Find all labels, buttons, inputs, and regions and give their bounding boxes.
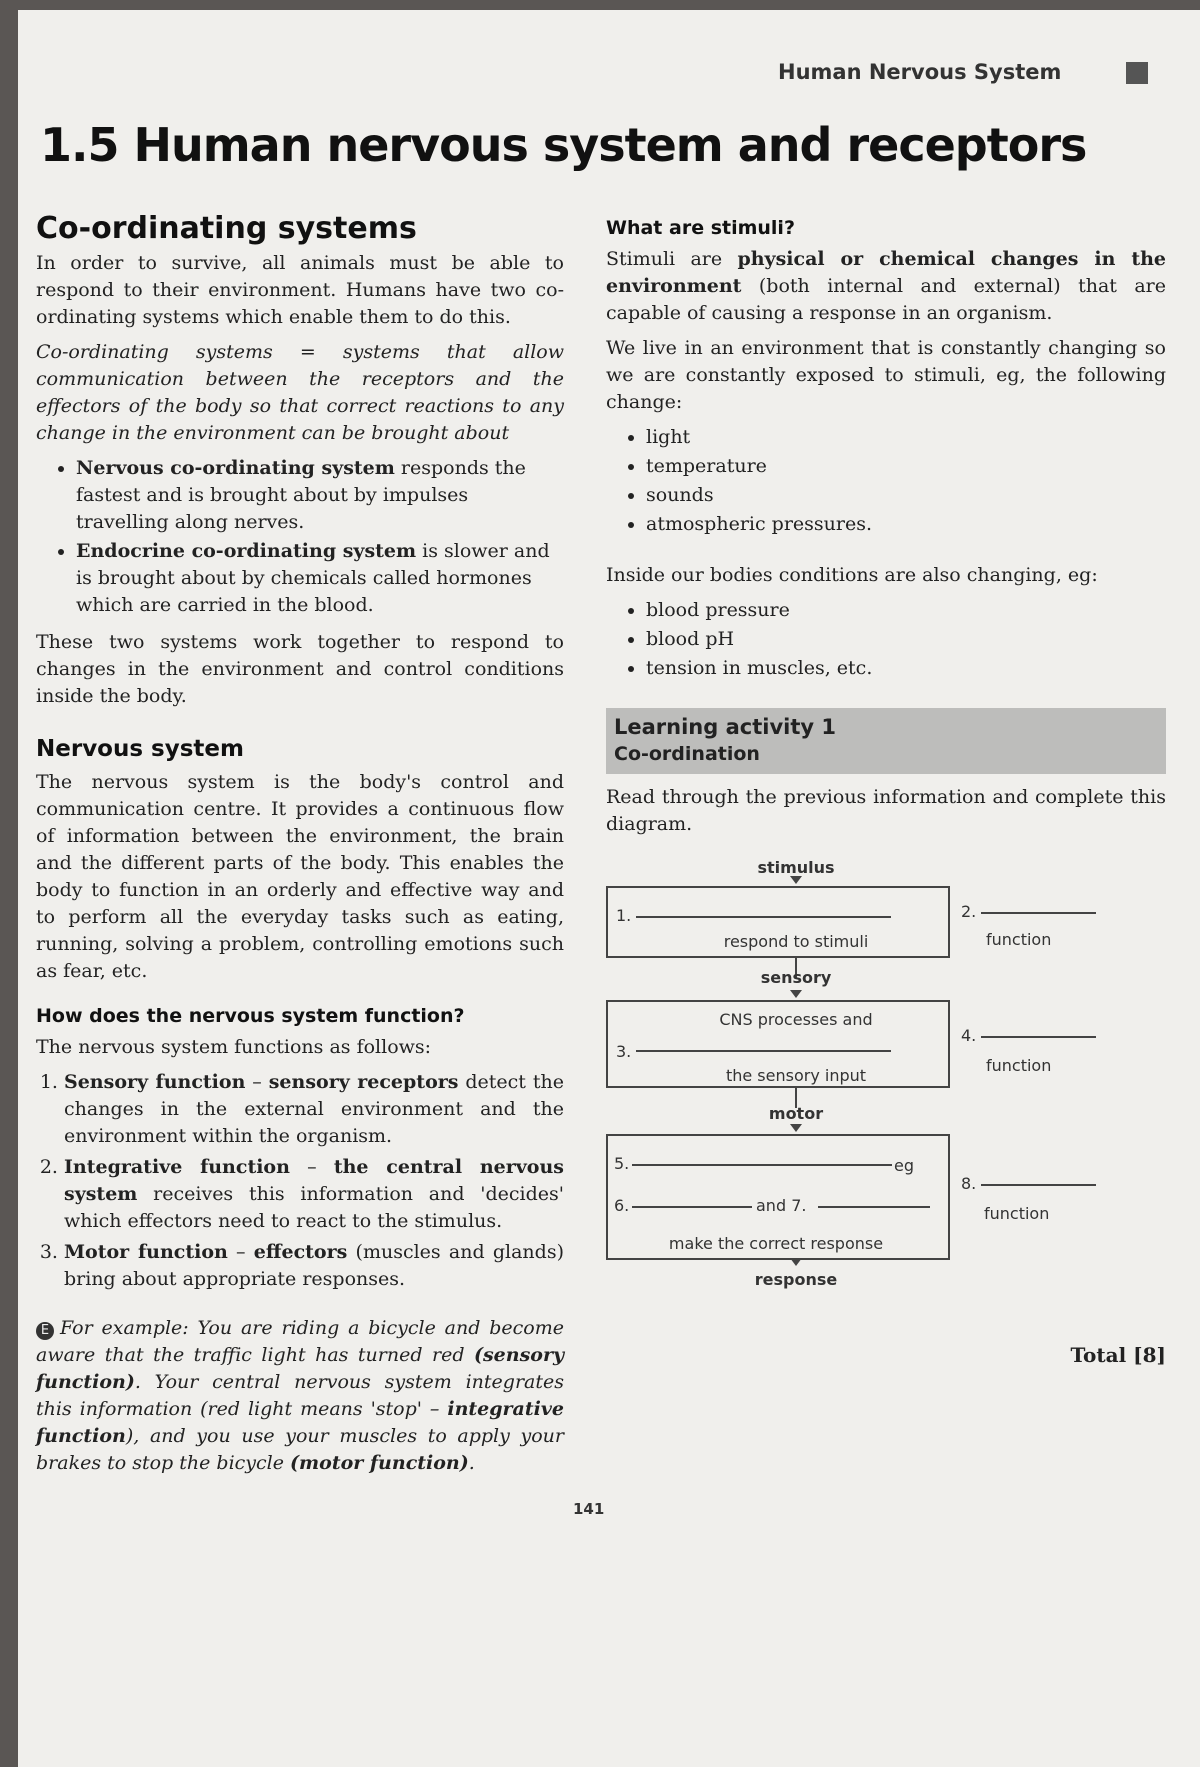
inside-paragraph: Inside our bodies conditions are also changing, eg: xyxy=(606,564,1098,586)
stimuli-paragraph: We live in an environment that is constantly changing so we are constantly exposed to stimuli, eg, the following change: xyxy=(606,337,1166,413)
list-item: • tension in muscles, etc. xyxy=(646,655,1166,682)
example-paragraph xyxy=(36,1315,564,1477)
list-item: • blood pressure xyxy=(646,597,1166,624)
example-bold: integrative function xyxy=(36,1398,564,1447)
stimuli-text: (both internal and external) that are capable of causing a response in an organism. xyxy=(606,275,1166,324)
make-response-label: make the correct response xyxy=(668,1234,884,1253)
blank-number-8: 8. xyxy=(961,1174,977,1193)
answer-blank-1[interactable] xyxy=(636,916,891,918)
arrow-down-icon xyxy=(790,990,802,998)
example-bold: (motor function) xyxy=(290,1452,469,1474)
answer-blank-6[interactable] xyxy=(632,1206,752,1208)
sensory-function-term: Sensory function xyxy=(64,1071,246,1093)
respond-label: respond to stimuli xyxy=(723,932,869,951)
function-label: function xyxy=(986,930,1052,949)
function-list xyxy=(36,1069,564,1293)
list-item: • light xyxy=(646,424,1166,451)
integrative-function-desc: receives this information and 'decides' which effectors need to react to the stimulus. xyxy=(64,1183,564,1232)
example-text: . Your central nervous system integrates this information (red light means 'stop' – xyxy=(36,1371,564,1420)
stimuli-text: Stimuli are xyxy=(606,248,738,270)
function-label: function xyxy=(986,1056,1052,1075)
running-header: Human Nervous System xyxy=(778,60,1062,84)
answer-blank-3[interactable] xyxy=(636,1050,891,1052)
arrow-down-icon xyxy=(790,876,802,884)
answer-blank-8[interactable] xyxy=(981,1184,1096,1186)
internal-stimuli-list xyxy=(606,597,1166,682)
list-item xyxy=(76,455,564,536)
sensory-receptors-term: sensory receptors xyxy=(268,1071,459,1093)
endocrine-desc: is slower and is brought about by chemicals called hormones which are carried in the blood. xyxy=(76,540,550,616)
sensory-function-desc: detect the changes in the external environment and the environment within the organism. xyxy=(64,1071,564,1147)
page-number: 141 xyxy=(573,1500,605,1518)
textbook-page xyxy=(18,10,1200,1767)
cns-label: CNS processes and xyxy=(719,1010,873,1029)
list-item: • blood pH xyxy=(646,626,1166,653)
list-item xyxy=(64,1239,564,1293)
total-marks: Total [8] xyxy=(1070,1343,1166,1367)
coordinating-list xyxy=(36,455,564,619)
example-text: For example: You are riding a bicycle and become aware that the traffic light has turned red xyxy=(36,1317,564,1366)
example-text: . xyxy=(468,1452,475,1474)
left-column xyxy=(36,211,564,1485)
effectors-term: effectors xyxy=(253,1241,348,1263)
coordination-diagram xyxy=(606,846,1166,1336)
answer-blank-2[interactable] xyxy=(981,912,1096,914)
list-item: • sounds xyxy=(646,482,1166,509)
motor-function-term: Motor function xyxy=(64,1241,228,1263)
sensory-input-label: the sensory input xyxy=(725,1066,867,1085)
blank-number-4: 4. xyxy=(961,1026,977,1045)
nervous-term: Nervous co-ordinating system xyxy=(76,457,395,479)
sensory-label: sensory xyxy=(760,968,832,987)
coordinating-intro: In order to survive, all animals must be able to respond to their environment. Humans have two co-ordinating systems which enable them to do this. xyxy=(36,252,564,328)
integrative-function-term: Integrative function xyxy=(64,1156,290,1178)
stimuli-definition xyxy=(606,246,1166,327)
nervous-system-heading: Nervous system xyxy=(36,736,244,762)
blank-number-5: 5. xyxy=(614,1154,630,1173)
header-marker xyxy=(1126,62,1148,84)
stimuli-bold: physical or chemical changes in the environment xyxy=(606,248,1166,297)
activity-title: Learning activity 1 xyxy=(614,715,836,739)
motor-label: motor xyxy=(768,1104,824,1123)
coordinating-summary: These two systems work together to respond to changes in the environment and control conditions inside the body. xyxy=(36,631,564,707)
activity-instruction: Read through the previous information and complete this diagram. xyxy=(606,786,1166,835)
coordinating-definition: Co-ordinating systems = systems that allow communication between the receptors and the effectors of the body so that correct reactions to any change in the environment can be brought about xyxy=(36,341,564,444)
answer-blank-4[interactable] xyxy=(981,1036,1096,1038)
example-bold: (sensory function) xyxy=(36,1344,564,1393)
page-title: 1.5 Human nervous system and receptors xyxy=(40,118,1087,172)
motor-function-desc: (muscles and glands) bring about appropriate responses. xyxy=(64,1241,564,1290)
dash: – xyxy=(289,1156,334,1178)
external-stimuli-list xyxy=(606,424,1166,538)
blank-number-3: 3. xyxy=(616,1042,632,1061)
how-function-heading: How does the nervous system function? xyxy=(36,1005,465,1027)
example-icon: E xyxy=(36,1322,54,1340)
list-item xyxy=(76,538,564,619)
list-item xyxy=(64,1154,564,1235)
answer-blank-5[interactable] xyxy=(632,1164,892,1166)
nervous-desc: responds the fastest and is brought about by impulses travelling along nerves. xyxy=(76,457,526,533)
coordinating-heading: Co-ordinating systems xyxy=(36,211,417,246)
function-label: function xyxy=(984,1204,1050,1223)
list-item xyxy=(64,1069,564,1150)
answer-blank-7[interactable] xyxy=(818,1206,930,1208)
activity-subtitle: Co-ordination xyxy=(614,743,760,765)
response-label: response xyxy=(754,1270,838,1289)
blank-number-1: 1. xyxy=(616,906,632,925)
and-7-label: and 7. xyxy=(756,1196,807,1215)
list-item: • temperature xyxy=(646,453,1166,480)
dash: – xyxy=(245,1071,269,1093)
arrow-down-icon xyxy=(790,1124,802,1132)
arrow-down-icon xyxy=(790,1258,802,1266)
right-column xyxy=(606,215,1166,1369)
how-function-intro: The nervous system functions as follows: xyxy=(36,1036,432,1058)
stimuli-heading: What are stimuli? xyxy=(606,217,795,239)
stimulus-label: stimulus xyxy=(757,858,835,877)
nervous-system-paragraph: The nervous system is the body's control and communication centre. It provides a continuous flow of information between the environment, the brain and the different parts of the body. This enables the body to function in an orderly and effective way and to perform all the everyday tasks such as eating, running, solving a problem, controlling emotions such as fear, etc. xyxy=(36,771,564,982)
blank-number-6: 6. xyxy=(614,1196,630,1215)
endocrine-term: Endocrine co-ordinating system xyxy=(76,540,417,562)
list-item: • atmospheric pressures. xyxy=(646,511,1166,538)
cns-term: the central nervous system xyxy=(64,1156,564,1205)
eg-label: eg xyxy=(894,1156,914,1175)
blank-number-2: 2. xyxy=(961,902,977,921)
dash: – xyxy=(227,1241,254,1263)
learning-activity-box xyxy=(606,708,1166,774)
example-text: ), and you use your muscles to apply your brakes to stop the bicycle xyxy=(36,1425,564,1474)
